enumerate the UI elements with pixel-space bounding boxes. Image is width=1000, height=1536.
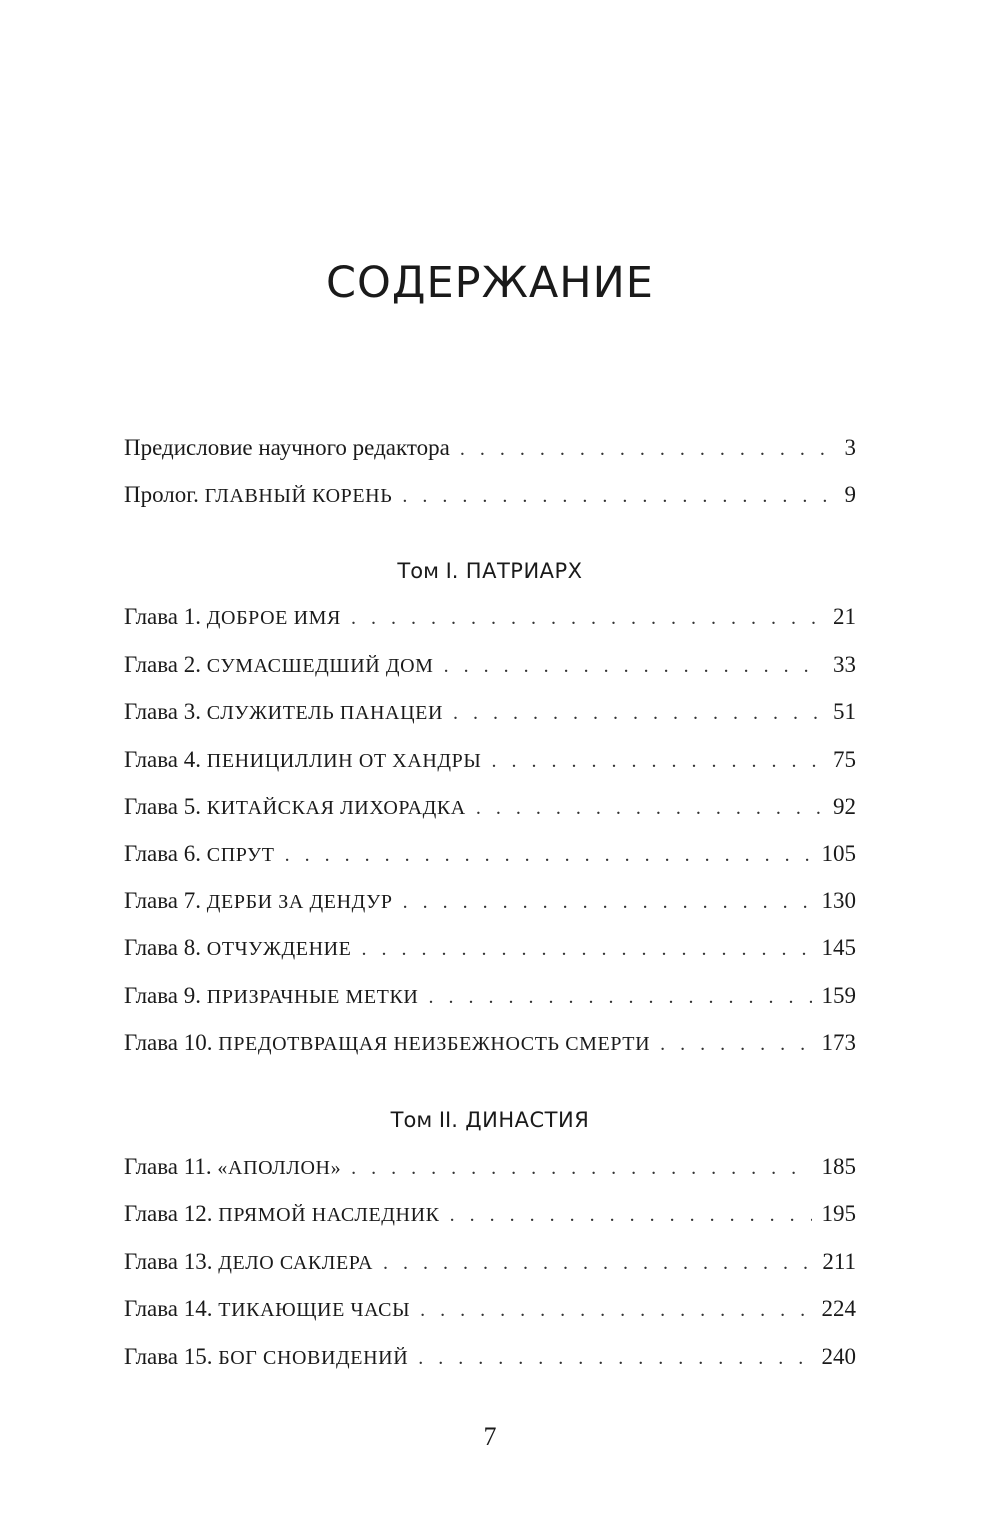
- toc-entry-chapter-9: [124, 979, 856, 1013]
- toc-entry-foreword: [124, 431, 856, 465]
- page-number: 7: [483, 1422, 497, 1451]
- entry-title: СУМАСШЕДШИЙ ДОМ: [206, 655, 434, 677]
- entry-prefix: Глава 3.: [124, 699, 202, 724]
- entry-page-number: 9: [844, 482, 856, 507]
- dot-leader: [418, 1341, 811, 1375]
- entry-prefix: Глава 1.: [124, 604, 202, 629]
- volume-heading-1: [0, 556, 980, 586]
- entry-page-number: 33: [833, 652, 856, 677]
- entry-title: СПРУТ: [206, 844, 275, 866]
- entry-title: КИТАЙСКАЯ ЛИХОРАДКА: [206, 797, 466, 819]
- entry-label: Предисловие научного редактора: [124, 435, 450, 460]
- entry-label: [124, 979, 418, 1014]
- toc-entry-chapter-15: [124, 1340, 856, 1374]
- volume-heading-2: [0, 1105, 980, 1135]
- entry-page-number: 21: [833, 604, 856, 629]
- dot-leader: [285, 838, 812, 872]
- entry-title: ПРЯМОЙ НАСЛЕДНИК: [218, 1204, 440, 1226]
- entry-title: ГЛАВНЫЙ КОРЕНЬ: [204, 485, 393, 507]
- dot-leader: [453, 696, 823, 730]
- entry-title: СЛУЖИТЕЛЬ ПАНАЦЕИ: [206, 702, 444, 724]
- entry-prefix: Глава 4.: [124, 747, 202, 772]
- entry-page-number: 3: [844, 435, 856, 460]
- dot-leader: [403, 885, 812, 919]
- dot-leader: [450, 1198, 812, 1232]
- entry-label: [124, 478, 392, 513]
- entry-label: [124, 743, 481, 778]
- toc-entry-chapter-1: [124, 600, 856, 634]
- entry-prefix: Глава 15.: [124, 1344, 213, 1369]
- entry-title: ТИКАЮЩИЕ ЧАСЫ: [218, 1299, 411, 1321]
- entry-prefix: Глава 8.: [124, 935, 202, 960]
- entry-label: [124, 1026, 650, 1061]
- entry-prefix: Глава 7.: [124, 888, 202, 913]
- entry-prefix: Глава 12.: [124, 1201, 213, 1226]
- entry-label: [124, 1340, 408, 1375]
- entry-page-number: 240: [821, 1344, 856, 1369]
- dot-leader: [361, 932, 811, 966]
- entry-title: ОТЧУЖДЕНИЕ: [206, 938, 352, 960]
- entry-prefix: Глава 13.: [124, 1249, 213, 1274]
- entry-page-number: 145: [821, 935, 856, 960]
- entry-label: [124, 931, 351, 966]
- toc-entry-chapter-8: [124, 931, 856, 965]
- entry-prefix: Глава 5.: [124, 794, 202, 819]
- toc-entry-chapter-2: [124, 648, 856, 682]
- entry-title: БОГ СНОВИДЕНИЙ: [218, 1347, 409, 1369]
- dot-leader: [491, 744, 823, 778]
- toc-entry-chapter-13: [124, 1245, 856, 1279]
- entry-prefix: Глава 6.: [124, 841, 202, 866]
- volume-name: ПАТРИАРХ: [465, 559, 583, 583]
- entry-prefix: Глава 11.: [124, 1154, 212, 1179]
- entry-prefix: Глава 14.: [124, 1296, 213, 1321]
- entry-title: ПРЕДОТВРАЩАЯ НЕИЗБЕЖНОСТЬ СМЕРТИ: [218, 1033, 651, 1055]
- toc-entry-chapter-6: [124, 837, 856, 871]
- entry-prefix: Глава 2.: [124, 652, 202, 677]
- dot-leader: [444, 649, 823, 683]
- entry-title: «АПОЛЛОН»: [217, 1157, 342, 1179]
- dot-leader: [351, 1151, 811, 1185]
- entry-label: [124, 884, 393, 919]
- entry-label: [124, 648, 434, 683]
- entry-label: [124, 600, 341, 635]
- dot-leader: [402, 479, 834, 513]
- entry-page-number: 51: [833, 699, 856, 724]
- volume-label: Том II.: [390, 1108, 458, 1132]
- toc-entry-prologue: [124, 478, 856, 512]
- dot-leader: [660, 1027, 811, 1061]
- entry-page-number: 195: [821, 1201, 856, 1226]
- volume-name: ДИНАСТИЯ: [465, 1108, 590, 1132]
- toc-entry-chapter-10: [124, 1026, 856, 1060]
- entry-page-number: 185: [821, 1154, 856, 1179]
- toc-entry-chapter-11: [124, 1150, 856, 1184]
- toc-entry-chapter-3: [124, 695, 856, 729]
- entry-label: [124, 1245, 373, 1280]
- entry-label: [124, 837, 275, 872]
- page-title: СОДЕРЖАНИЕ: [326, 258, 654, 308]
- toc-entry-chapter-12: [124, 1197, 856, 1231]
- entry-page-number: 75: [833, 747, 856, 772]
- entry-label: [124, 1150, 341, 1185]
- entry-label: [124, 1197, 440, 1232]
- entry-label: [124, 790, 466, 825]
- entry-page-number: 105: [821, 841, 856, 866]
- entry-page-number: 159: [821, 983, 856, 1008]
- entry-page-number: 173: [821, 1030, 856, 1055]
- volume-label: Том I.: [397, 559, 459, 583]
- toc-entry-chapter-4: [124, 743, 856, 777]
- toc-entry-chapter-7: [124, 884, 856, 918]
- entry-title: ДЕРБИ ЗА ДЕНДУР: [206, 891, 393, 913]
- entry-page-number: 130: [821, 888, 856, 913]
- entry-prefix: Пролог.: [124, 482, 199, 507]
- dot-leader: [420, 1293, 811, 1327]
- entry-prefix: Глава 9.: [124, 983, 202, 1008]
- toc-entry-chapter-5: [124, 790, 856, 824]
- entry-prefix: Глава 10.: [124, 1030, 213, 1055]
- entry-title: ДОБРОЕ ИМЯ: [206, 607, 341, 629]
- dot-leader: [351, 601, 823, 635]
- dot-leader: [428, 980, 811, 1014]
- entry-title: ПЕНИЦИЛЛИН ОТ ХАНДРЫ: [206, 750, 482, 772]
- entry-page-number: 224: [821, 1296, 856, 1321]
- entry-page-number: 211: [822, 1249, 856, 1274]
- toc-entry-chapter-14: [124, 1292, 856, 1326]
- entry-label: [124, 1292, 410, 1327]
- dot-leader: [460, 432, 835, 466]
- dot-leader: [383, 1246, 812, 1280]
- entry-label: [124, 695, 443, 730]
- entry-title: ПРИЗРАЧНЫЕ МЕТКИ: [206, 986, 419, 1008]
- entry-page-number: 92: [833, 794, 856, 819]
- dot-leader: [476, 791, 823, 825]
- entry-title: ДЕЛО САКЛЕРА: [218, 1252, 374, 1274]
